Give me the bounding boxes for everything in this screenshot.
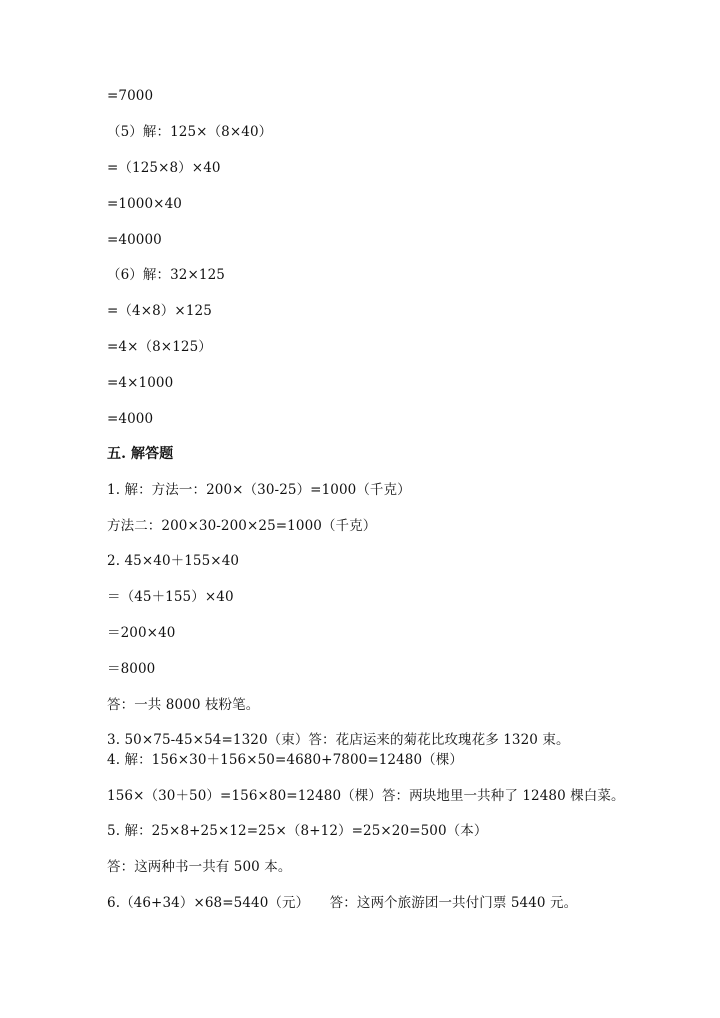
answer-line: =4×1000: [107, 375, 174, 391]
answer-line: ＝8000: [107, 661, 156, 677]
answer-line: 1. 解：方法一：200×（30-25）=1000（千克）: [107, 482, 411, 498]
answer-line: =（4×8）×125: [107, 303, 212, 319]
answer-line: 3. 50×75-45×54=1320（束）答：花店运来的菊花比玫瑰花多 1320 束。: [107, 732, 570, 748]
answer-line: 6.（46+34）×68=5440（元） 答：这两个旅游团一共付门票 5440 元。: [107, 895, 578, 911]
answer-line: =7000: [107, 88, 154, 104]
section-heading: 五. 解答题: [107, 446, 174, 462]
answer-line: =（125×8）×40: [107, 160, 221, 176]
answer-line: 方法二：200×30-200×25=1000（千克）: [107, 518, 377, 534]
answer-line: =40000: [107, 232, 162, 248]
answer-line: 答：这两种书一共有 500 本。: [107, 859, 292, 875]
answer-line: 4. 解：156×30＋156×50=4680+7800=12480（棵）: [107, 752, 463, 768]
answer-line: 2. 45×40＋155×40: [107, 553, 240, 569]
answer-line: 5. 解：25×8+25×12=25×（8+12）=25×20=500（本）: [107, 823, 488, 839]
answer-line: =4000: [107, 411, 154, 427]
answer-line: =4×（8×125）: [107, 339, 212, 355]
answer-line: =1000×40: [107, 196, 182, 212]
answer-line: ＝（45＋155）×40: [107, 589, 234, 605]
answer-line: ＝200×40: [107, 625, 176, 641]
answer-line: 156×（30＋50）=156×80=12480（棵）答：两块地里一共种了 12480 棵白菜。: [107, 788, 625, 804]
answer-line: 答：一共 8000 枝粉笔。: [107, 697, 260, 713]
answer-line: （6）解：32×125: [107, 267, 225, 283]
answer-line: （5）解：125×（8×40）: [107, 124, 273, 140]
